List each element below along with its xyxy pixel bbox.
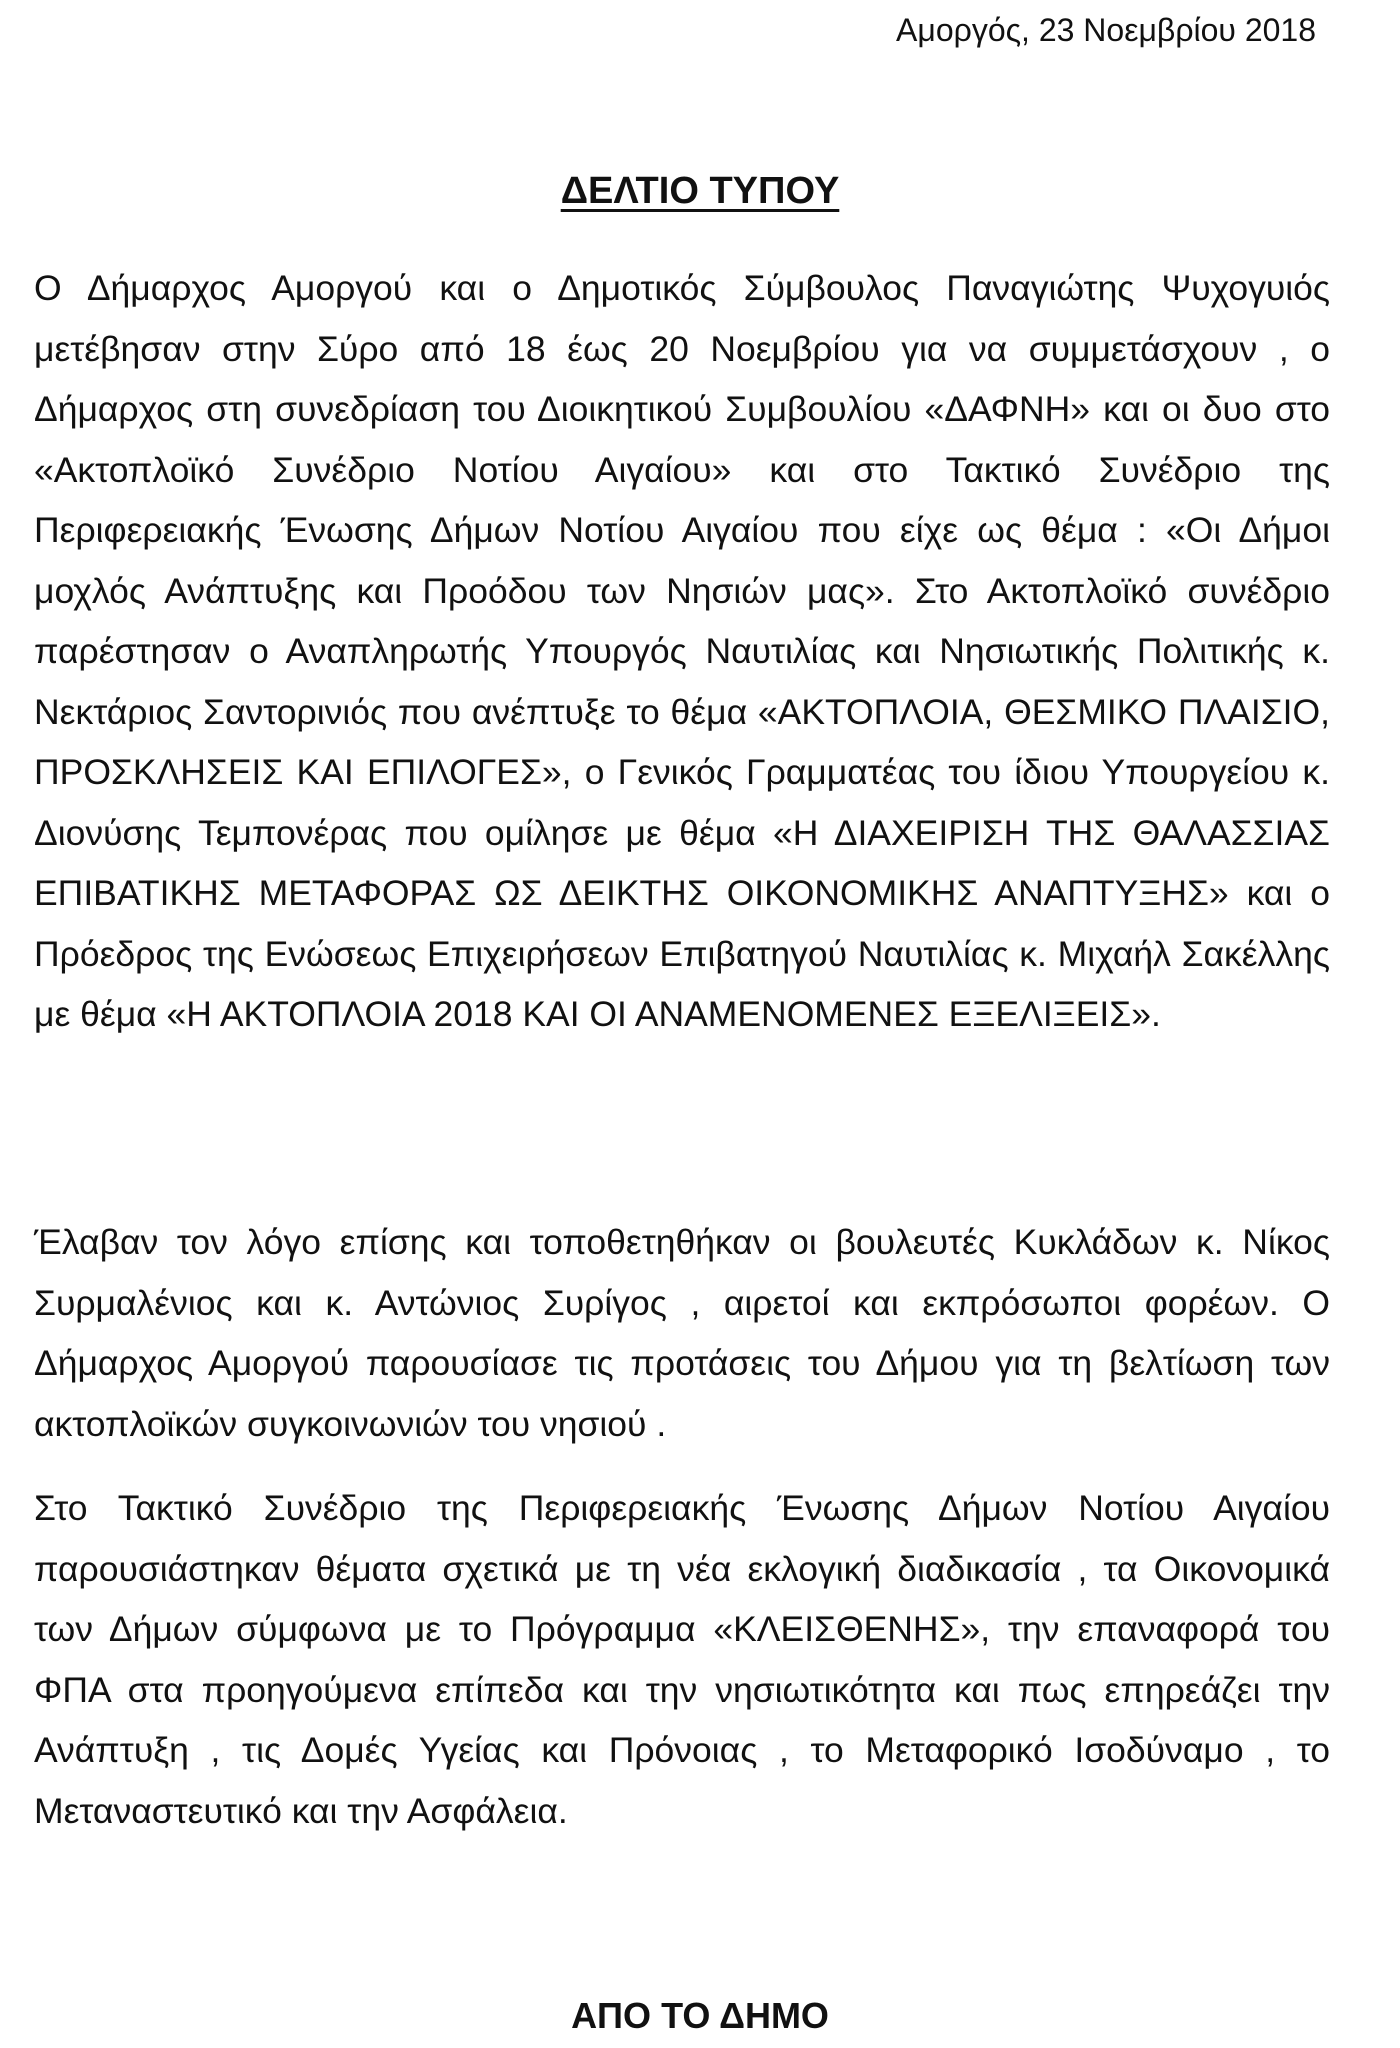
paragraph-2: Έλαβαν τον λόγο επίσης και τοποθετηθήκαν οι βουλευτές Κυκλάδων κ. Νίκος Συρμαλένιος και κ. Αντώνιος Συρίγος , αιρετοί και εκπρόσωποι φορέων. Ο Δήμαρχος Αμοργού παρουσίασε τις προτάσεις του Δήμου για τη βελτίωση των ακτοπλοϊκών συγκοινωνιών του νησιού . — [34, 1222, 1330, 1444]
paragraph-1: Ο Δήμαρχος Αμοργού και ο Δημοτικός Σύμβουλος Παναγιώτης Ψυχογυιός μετέβησαν στην Σύρο από 18 έως 20 Νοεμβρίου για να συμμετάσχουν , ο Δήμαρχος στη συνεδρίαση του Διοικητικού Συμβουλίου «ΔΑΦΝΗ» και οι δυο στο «Ακτοπλοϊκό Συνέδριο Νοτίου Αιγαίου» και στο Τακτικό Συνέδριο της Περιφερειακής Ένωσης Δήμων Νοτίου Αιγαίου που είχε ως θέμα : «Οι Δήμοι μοχλός Ανάπτυξης και Προόδου των Νησιών μας». Στο Ακτοπλοϊκό συνέδριο παρέστησαν ο Αναπληρωτής Υπουργός Ναυτιλίας και Νησιωτικής Πολιτικής κ. Νεκτάριος Σαντορινιός που ανέπτυξε το θέμα «ΑΚΤΟΠΛΟΙΑ, ΘΕΣΜΙΚΟ ΠΛΑΙΣΙΟ, ΠΡΟΣΚΛΗΣΕΙΣ ΚΑΙ ΕΠΙΛΟΓΕΣ», ο Γενικός Γραμματέας του ίδιου Υπουργείου κ. Διονύσης Τεμπονέρας που ομίλησε με θέμα «Η ΔΙΑΧΕΙΡΙΣΗ ΤΗΣ ΘΑΛΑΣΣΙΑΣ ΕΠΙΒΑΤΙΚΗΣ ΜΕΤΑΦΟΡΑΣ ΩΣ ΔΕΙΚΤΗΣ ΟΙΚΟΝΟΜΙΚΗΣ ΑΝΑΠΤΥΞΗΣ» και ο Πρόεδρος της Ενώσεως Επιχειρήσεων Επιβατηγού Ναυτιλίας κ. Μιχαήλ Σακέλλης με θέμα «Η ΑΚΤΟΠΛΟΙΑ 2018 ΚΑΙ ΟΙ ΑΝΑΜΕΝΟΜΕΝΕΣ ΕΞΕΛΙΞΕΙΣ». — [34, 268, 1330, 1034]
paragraph-3: Στο Τακτικό Συνέδριο της Περιφερειακής Ένωσης Δήμων Νοτίου Αιγαίου παρουσιάστηκαν θέματα σχετικά με τη νέα εκλογική διαδικασία , τα Οικονομικά των Δήμων σύμφωνα με το Πρόγραμμα «ΚΛΕΙΣΘΕΝΗΣ», την επαναφορά του ΦΠΑ στα προηγούμενα επίπεδα και την νησιωτικότητα και πως επηρεάζει την Ανάπτυξη , τις Δομές Υγείας και Πρόνοιας , το Μεταφορικό Ισοδύναμο , το Μεταναστευτικό και την Ασφάλεια. — [34, 1488, 1330, 1831]
signature: ΑΠΟ ΤΟ ΔΗΜΟ — [571, 1995, 829, 2036]
document-title: ΔΕΛΤΙΟ ΤΥΠΟΥ — [560, 170, 840, 212]
date-line: Αμοργός, 23 Νοεμβρίου 2018 — [896, 12, 1316, 48]
